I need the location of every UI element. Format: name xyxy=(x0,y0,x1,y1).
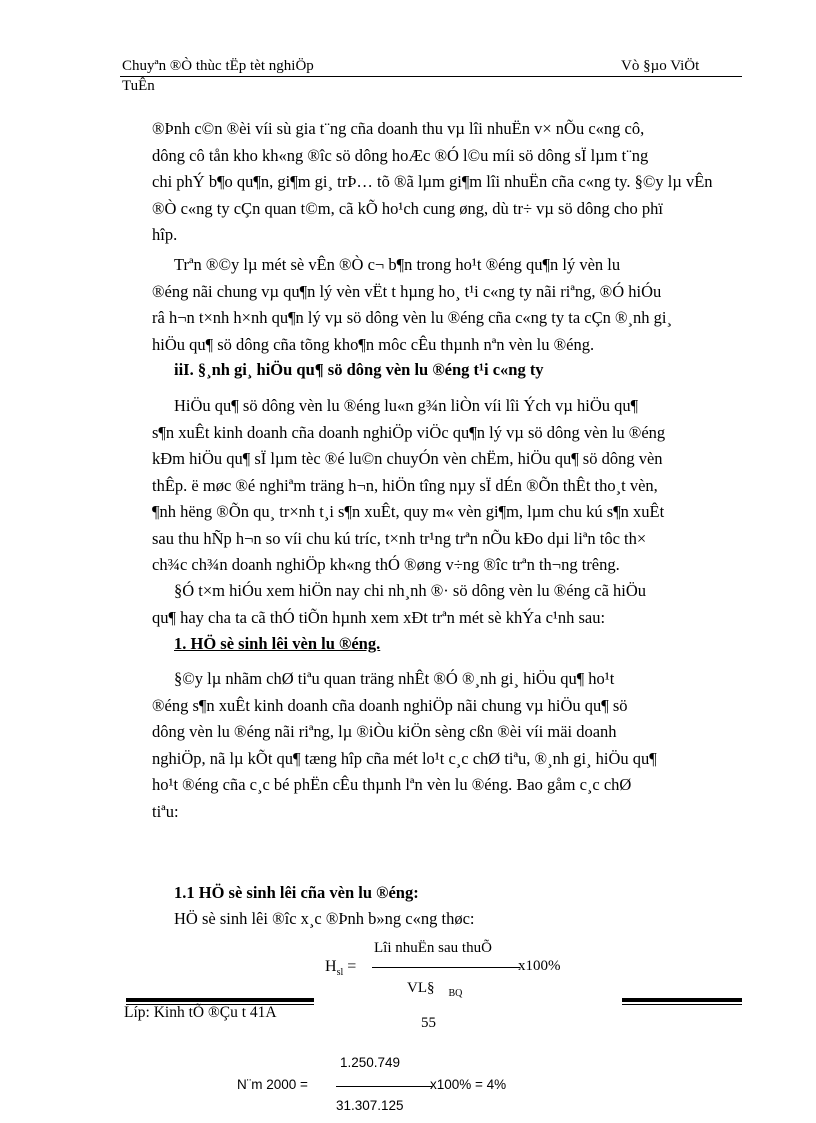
text-line: §©y lµ nhãm chØ tiªu quan träng nhÊt ®Ó ®¸nh gi¸ hiÖu qu¶ ho¹t xyxy=(174,669,615,688)
paragraph-inventory-balance xyxy=(152,116,742,249)
example-result: x100% = 4% xyxy=(430,1077,507,1092)
footer-page-number: 55 xyxy=(421,1015,436,1031)
example-numerator: 1.250.749 xyxy=(340,1055,401,1070)
text-line: qu¶ hay cha ta cã thÓ tiÕn hµnh xem xÐt trªn mét sè khÝa c¹nh sau: xyxy=(152,607,606,627)
footer-class-label: Líp: Kinh tÕ ®Çu t 41A xyxy=(124,1004,277,1021)
subheading-1-1 xyxy=(152,880,742,907)
formula-lhs xyxy=(325,958,356,978)
section-heading-iii xyxy=(152,357,742,384)
text-line: ®éng s¶n xuÊt kinh doanh cña doanh nghiÖp nãi chung vµ hiÖu qu¶ sö xyxy=(152,695,628,715)
formula-equals: = xyxy=(347,958,357,975)
text-line: kÐm hiÖu qu¶ sÏ lµm tèc ®é lu©n chuyÓn vèn chËm, hiÖu qu¶ sö dông vèn xyxy=(152,449,663,468)
footer-rule-left xyxy=(126,998,314,1002)
formula-fraction-bar xyxy=(372,967,520,968)
example-denominator: 31.307.125 xyxy=(336,1098,404,1113)
paragraph-efficiency xyxy=(152,393,742,579)
text-line: hiÖu qu¶ sö dông cña tõng kho¶n môc cÊu thµnh nªn vèn lu ®éng. xyxy=(152,334,595,354)
formula-denominator-subscript: BQ xyxy=(448,988,463,999)
example-year: N¨m 2000 xyxy=(237,1077,297,1092)
heading-text: iiI. §¸nh gi¸ hiÖu qu¶ sö dông vèn lu ®éng t¹i c«ng ty xyxy=(174,360,544,379)
text-line: ho¹t ®éng cña c¸c bé phËn cÊu thµnh lªn vèn lu ®éng. Bao gåm c¸c chØ xyxy=(152,775,632,794)
header-author: Vò §µo ViÖt xyxy=(621,58,700,74)
example-year-label xyxy=(237,1077,308,1092)
text-line: hîp. xyxy=(152,225,178,244)
formula-denominator xyxy=(407,980,462,999)
text-line: HiÖu qu¶ sö dông vèn lu ®éng lu«n g¾n liÒn víi lîi Ých vµ hiÖu qu¶ xyxy=(174,396,639,415)
text-line: sau thu hÑp h¬n so víi chu kú tríc, t×nh tr¹ng trªn nÕu kÐo dµi liªn tôc th× xyxy=(152,528,647,548)
example-equals: = xyxy=(300,1077,308,1092)
text-line: ®éng nãi chung vµ qu¶n lý vèn vËt t hµng ho¸ t¹i c«ng ty nãi riªng, ®Ó hiÓu xyxy=(152,281,662,301)
text-line: thÊp. ë møc ®é nghiªm träng h¬n, hiÖn tîng nµy sÏ dÉn ®Õn thÊt tho¸t vèn, xyxy=(152,475,658,495)
heading-text: 1. HÖ sè sinh lêi vèn lu ®éng. xyxy=(174,634,381,653)
example-fraction-bar xyxy=(336,1086,432,1087)
text-line: ®Þnh c©n ®èi víi sù gia t¨ng cña doanh thu vµ lîi nhuËn v× nÕu c«ng cô, xyxy=(152,119,645,138)
footer-rule-right-thin xyxy=(622,1004,742,1005)
text-line: ®Ò c«ng ty cÇn quan t©m, cã kÕ ho¹ch cung øng, dù tr÷ vµ sö dông cho phï xyxy=(152,198,663,218)
paragraph-formula-intro xyxy=(152,906,742,933)
footer-rule-right xyxy=(622,998,742,1002)
text-line: nghiÖp, nã lµ kÕt qu¶ tæng hîp cña mét lo¹t c¸c chØ tiªu, ®¸nh gi¸ hiÖu qu¶ xyxy=(152,748,657,768)
header-title: Chuyªn ®Ò thùc tËp tèt nghiÖp xyxy=(122,58,314,74)
formula-multiplier: x100% xyxy=(518,958,561,974)
paragraph-branch-review xyxy=(152,578,742,631)
text-line: chi phÝ b¶o qu¶n, gi¶m gi¸ trÞ… tõ ®ã lµm gi¶m lîi nhuËn cña c«ng ty. §©y lµ vÊn xyxy=(152,172,713,191)
formula-numerator: Lîi nhuËn sau thuÕ xyxy=(374,940,492,956)
text-line: Trªn ®©y lµ mét sè vÊn ®Ò c¬ b¶n trong ho¹t ®éng qu¶n lý vèn lu xyxy=(174,255,621,274)
text-line: HÖ sè sinh lêi ®îc x¸c ®Þnh b»ng c«ng thøc: xyxy=(174,909,475,928)
text-line: tiªu: xyxy=(152,801,179,821)
formula-lhs-subscript: sl xyxy=(336,967,344,979)
header-rule xyxy=(120,76,742,77)
paragraph-indicator-group xyxy=(152,666,742,825)
text-line: ¶nh hëng ®Õn qu¸ tr×nh t¸i s¶n xuÊt, quy m« vèn gi¶m, lµm chu kú s¶n xuÊt xyxy=(152,502,665,521)
text-line: dông cô tån kho kh«ng ®îc sö dông hoÆc ®Ó l©u míi sö dông sÏ lµm t¨ng xyxy=(152,145,649,165)
paragraph-summary xyxy=(152,252,742,358)
header-author-continuation: TuÊn xyxy=(122,78,155,94)
formula-denominator-symbol: VL§ xyxy=(407,980,435,996)
formula-lhs-symbol: H xyxy=(325,958,337,975)
text-line: ch¾c ch¾n doanh nghiÖp kh«ng thÓ ®øng v÷ng ®îc trªn th¬ng trêng. xyxy=(152,555,620,574)
text-line: §Ó t×m hiÓu xem hiÖn nay chi nh¸nh ®· sö dông vèn lu ®éng cã hiÖu xyxy=(174,581,647,600)
text-line: s¶n xuÊt kinh doanh cña doanh nghiÖp viÖc qu¶n lý vµ sö dông vèn lu ®éng xyxy=(152,422,666,442)
text-line: râ h¬n t×nh h×nh qu¶n lý vµ sö dông vèn lu ®éng cña c«ng ty ta cÇn ®¸nh gi¸ xyxy=(152,308,672,327)
heading-text: 1.1 HÖ sè sinh lêi cña vèn lu ®éng: xyxy=(174,883,419,902)
text-line: dông vèn lu ®éng nãi riªng, lµ ®iÒu kiÖn sèng cßn ®èi víi mäi doanh xyxy=(152,722,617,741)
subheading-profit-ratio xyxy=(152,631,742,658)
